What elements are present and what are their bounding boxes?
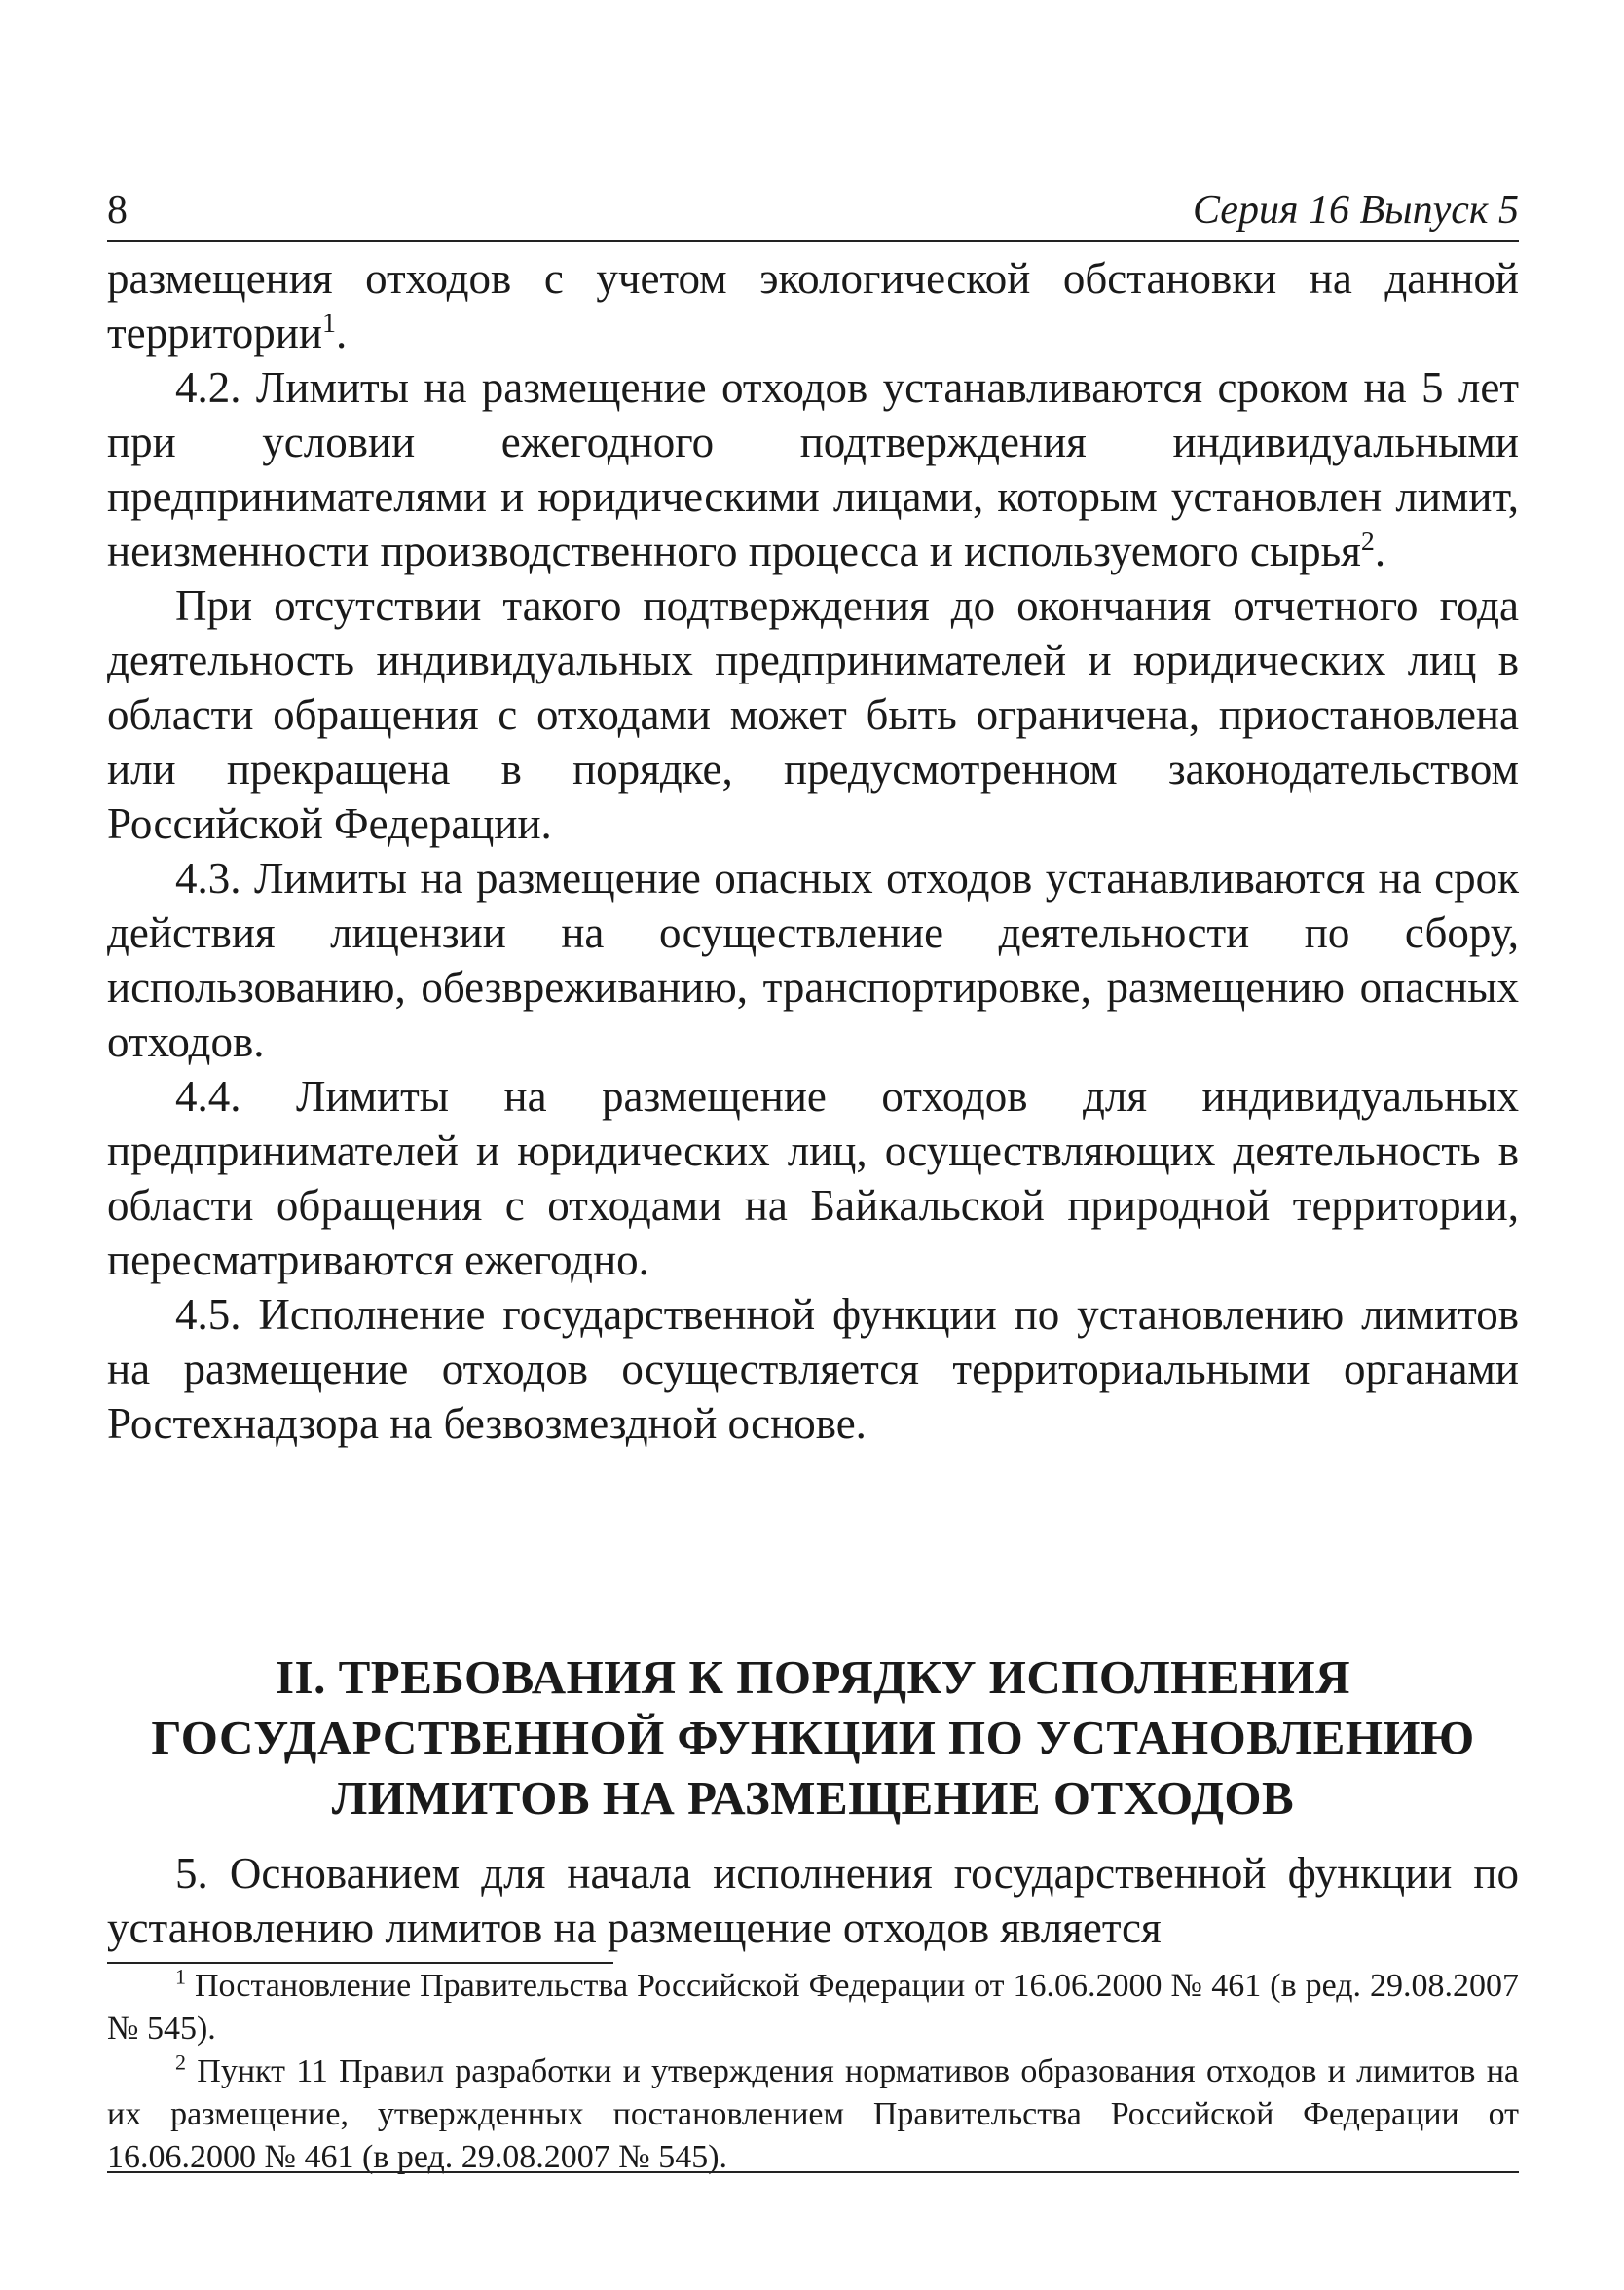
footnote-ref-2: 2 [1360, 527, 1375, 557]
paragraph-text: 4.2. Лимиты на размещение отходов устанавливаются сроком на 5 лет при условии ежегодного подтверждения индивидуальными предпринимателями и юридическими лицами, которым установлен лимит, неизменности производственного процесса и используемого сырья [107, 363, 1519, 575]
paragraph-text: размещения отходов с учетом экологической обстановки на данной территории [107, 254, 1519, 357]
page-number: 8 [107, 188, 128, 233]
footnote-1 [107, 1965, 1519, 2050]
paragraph-4-4: 4.4. Лимиты на размещение отходов для индивидуальных предпринимателей и юридических лиц, осуществляющих деятельность в области обращения с отходами на Байкальской природной территории, пересматриваются ежегодно. [107, 1072, 1519, 1284]
paragraph-4-3: 4.3. Лимиты на размещение опасных отходов устанавливаются на срок действия лицензии на осуществление деятельности по сбору, использованию, обезвреживанию, транспортировке, размещению опасных отходов. [107, 854, 1519, 1066]
section-heading-line-1: II. ТРЕБОВАНИЯ К ПОРЯДКУ ИСПОЛНЕНИЯ [275, 1650, 1351, 1704]
paragraph-end: . [335, 309, 348, 357]
paragraph-4-5: 4.5. Исполнение государственной функции по установлению лимитов на размещение отходов осуществляется территориальными органами Ростехнадзора на безвозмездной основе. [107, 1290, 1519, 1448]
footnote-ref-1: 1 [321, 309, 336, 339]
section-heading-line-3: ЛИМИТОВ НА РАЗМЕЩЕНИЕ ОТХОДОВ [331, 1771, 1295, 1825]
footnote-mark: 2 [175, 2050, 186, 2075]
footnotes [107, 1965, 1519, 2179]
running-title: Серия 16 Выпуск 5 [1193, 188, 1519, 233]
body-text [107, 251, 1519, 1451]
paragraph-4-2 [107, 360, 1519, 578]
footnote-2 [107, 2050, 1519, 2179]
section-body [107, 1846, 1519, 1955]
paragraph-absence: При отсутствии такого подтверждения до окончания отчетного года деятельность индивидуальных предпринимателей и юридических лиц в области обращения с отходами может быть ограничена, приостановлена или прекращена в порядке, предусмотренном законодательством Российской Федерации. [107, 581, 1519, 848]
footnote-text: Пункт 11 Правил разработки и утверждения нормативов образования отходов и лимитов на их размещение, утвержденных постановлением Правительства Российской Федерации от 16.06.2000 № 461 (в ред. 29.08.2007 № 545). [107, 2053, 1520, 2175]
footnote-mark: 1 [175, 1964, 186, 1989]
footnote-text: Постановление Правительства Российской Федерации от 16.06.2000 № 461 (в ред. 29.08.2007 № 545). [107, 1968, 1520, 2047]
paragraph-5: 5. Основанием для начала исполнения государственной функции по установлению лимитов на размещение отходов является [107, 1849, 1519, 1952]
paragraph-continued [107, 251, 1519, 360]
bottom-rule [107, 2171, 1519, 2173]
page-header [107, 187, 1519, 238]
header-rule [107, 240, 1519, 242]
section-heading-line-2: ГОСУДАРСТВЕННОЙ ФУНКЦИИ ПО УСТАНОВЛЕНИЮ [151, 1711, 1475, 1764]
paragraph-end: . [1374, 527, 1386, 575]
section-heading [107, 1647, 1519, 1828]
